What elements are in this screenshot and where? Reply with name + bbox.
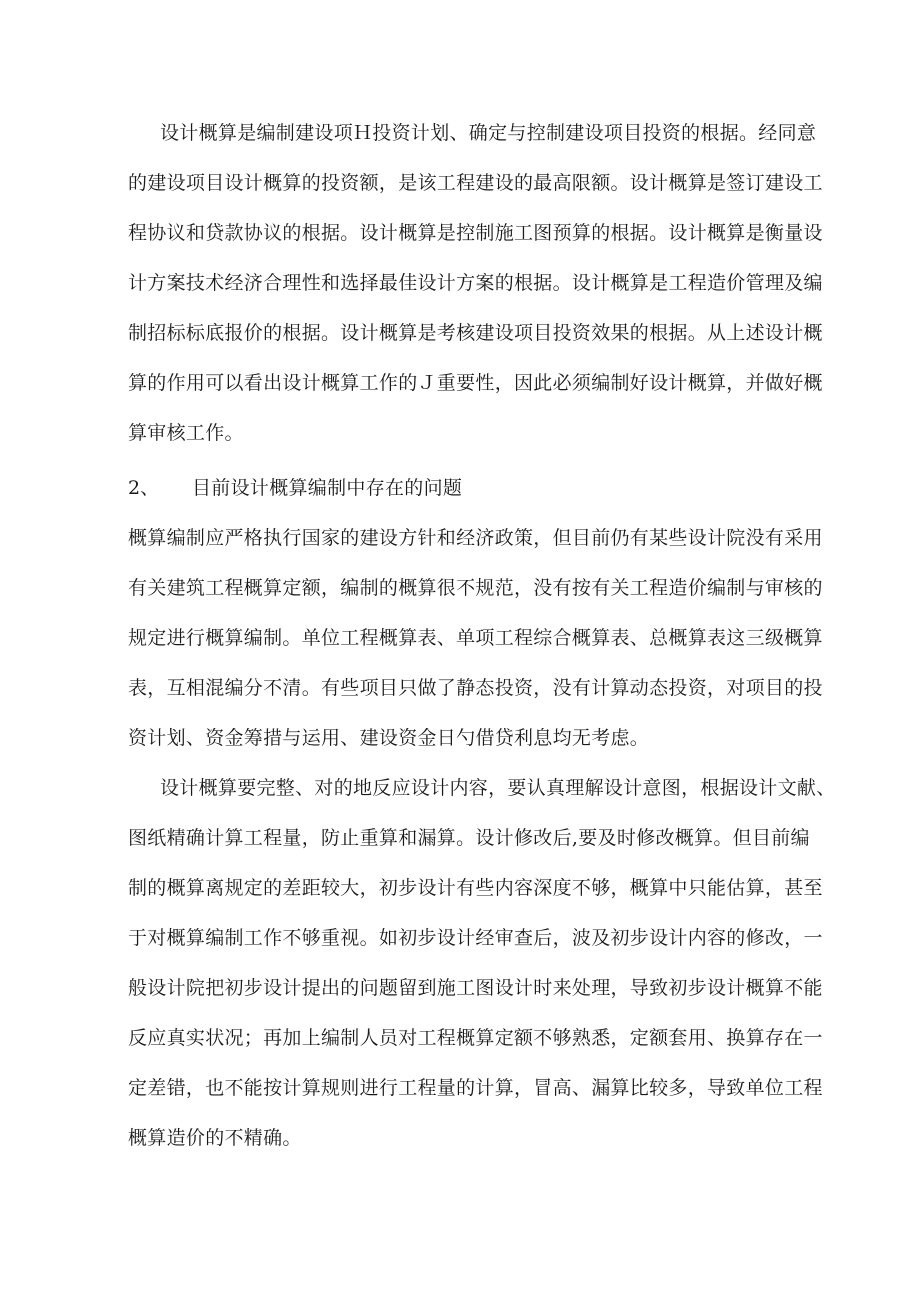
paragraph-1-line-2: 的建设项目设计概算的投资额，是该工程建设的最高限额。设计概算是签订建设工 xyxy=(128,172,823,194)
paragraph-1-line-7: 算审核工作。 xyxy=(128,422,244,444)
paragraph-1-line-5: 制招标标底报价的根据。设计概算是考核建设项目投资效果的根据。从上述设计概 xyxy=(128,322,823,344)
paragraph-1-line-4: 计方案技术经济合理性和选择最佳设计方案的根据。设计概算是工程造价管理及编 xyxy=(128,272,823,294)
paragraph-2-line-2: 有关建筑工程概算定额，编制的概算很不规范，没有按有关工程造价编制与审核的 xyxy=(128,577,823,599)
paragraph-2-line-5: 资计划、资金筹措与运用、建设资金日勺借贷利息均无考虑。 xyxy=(128,727,650,749)
paragraph-1-line-6: 算的作用可以看出设计概算工作的Ｊ重要性，因此必须编制好设计概算，并做好概 xyxy=(128,372,823,394)
section-2-number: 2、 xyxy=(128,477,160,499)
section-2-title: 目前设计概算编制中存在的问题 xyxy=(192,477,463,499)
paragraph-3-line-5: 般设计院把初步设计提出的问题留到施工图设计时来处理，导致初步设计概算不能 xyxy=(128,977,823,999)
paragraph-1-line-1: 设计概算是编制建设项Ｈ投资计划、确定与控制建设项目投资的根据。经同意 xyxy=(160,122,817,144)
paragraph-2-line-3: 规定进行概算编制。单位工程概算表、单项工程综合概算表、总概算表这三级概算 xyxy=(128,627,823,649)
paragraph-3-line-4: 于对概算编制工作不够重视。如初步设计经审查后，波及初步设计内容的修改，一 xyxy=(128,927,823,949)
paragraph-2-line-1: 概算编制应严格执行国家的建设方针和经济政策，但目前仍有某些设计院没有采用 xyxy=(128,527,823,549)
paragraph-3-line-6: 反应真实状况；再加上编制人员对工程概算定额不够熟悉，定额套用、换算存在一 xyxy=(128,1027,823,1049)
paragraph-3-line-8: 概算造价的不精确。 xyxy=(128,1127,302,1149)
paragraph-2-line-4: 表，互相混编分不清。有些项目只做了静态投资，没有计算动态投资，对项目的投 xyxy=(128,677,823,699)
paragraph-3-line-1: 设计概算要完整、对的地反应设计内容，要认真理解设计意图，根据设计文献、 xyxy=(160,777,836,799)
paragraph-3-line-3: 制的概算离规定的差距较大，初步设计有些内容深度不够，概算中只能估算，甚至 xyxy=(128,877,823,899)
paragraph-1-line-3: 程协议和贷款协议的根据。设计概算是控制施工图预算的根据。设计概算是衡量设 xyxy=(128,222,823,244)
paragraph-3-line-2: 图纸精确计算工程量，防止重算和漏算。设计修改后,要及时修改概算。但目前编 xyxy=(128,827,810,849)
paragraph-3-line-7: 定差错，也不能按计算规则进行工程量的计算，冒高、漏算比较多，导致单位工程 xyxy=(128,1077,823,1099)
